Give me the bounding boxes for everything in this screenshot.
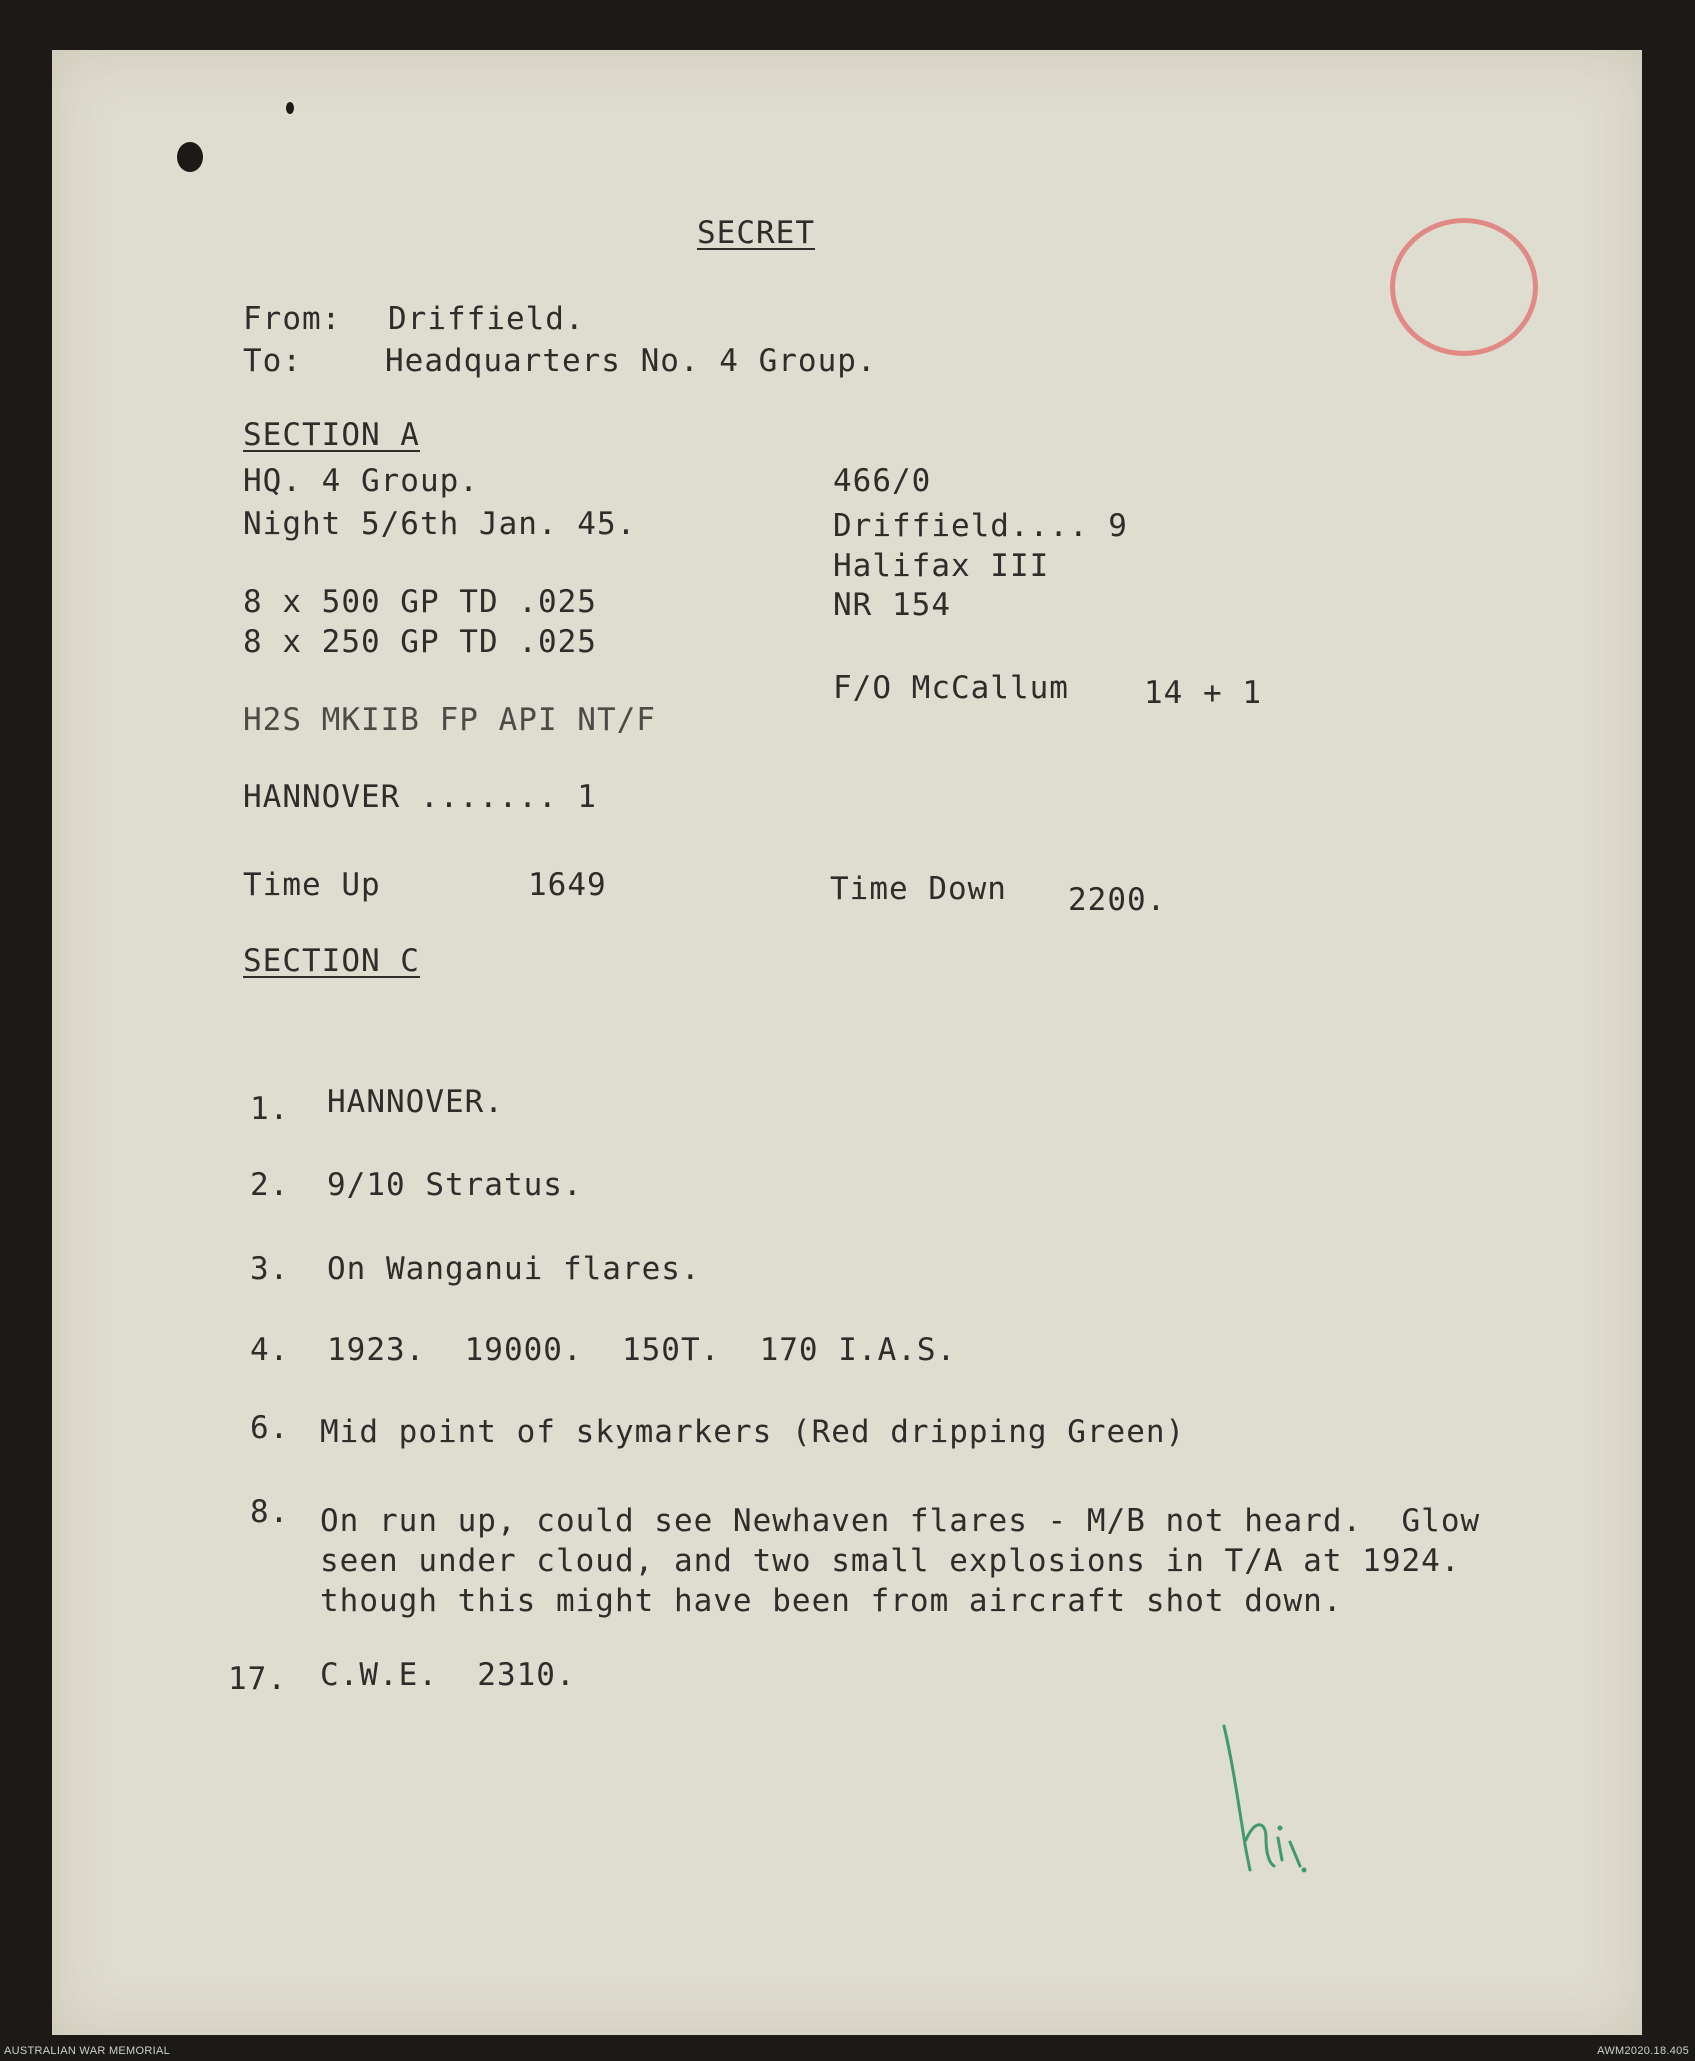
archive-footer-right: AWM2020.18.405	[1597, 2045, 1689, 2057]
from-value: Driffield.	[388, 301, 585, 337]
red-stamp-circle	[1390, 218, 1538, 356]
time-down-label: Time Down	[830, 871, 1007, 907]
punch-hole	[286, 102, 294, 114]
item-number: 8.	[250, 1494, 290, 1530]
bomb-load-2: 8 x 250 GP TD .025	[243, 624, 597, 660]
to-label: To:	[243, 343, 302, 379]
station-line: Driffield.... 9	[833, 508, 1128, 544]
item-text: HANNOVER.	[327, 1084, 504, 1120]
item-text: C.W.E. 2310.	[320, 1657, 576, 1693]
item-text: On run up, could see Newhaven flares - M/B not heard. Glow seen under cloud, and two small explosions in T/A at 1924. though this might have been from aircraft shot down.	[320, 1503, 1481, 1619]
section-c-heading: SECTION C	[243, 943, 420, 979]
handwritten-initials	[1210, 1720, 1320, 1884]
group-line: HQ. 4 Group.	[243, 463, 479, 499]
equipment-line: H2S MKIIB FP API NT/F	[243, 702, 656, 738]
night-line: Night 5/6th Jan. 45.	[243, 506, 637, 542]
item-text: Mid point of skymarkers (Red dripping Green)	[320, 1414, 1186, 1450]
from-label: From:	[243, 301, 342, 337]
target-line: HANNOVER ....... 1	[243, 779, 597, 815]
item-number: 6.	[250, 1410, 290, 1446]
squadron-code: 466/0	[833, 463, 932, 499]
archive-footer-left: AUSTRALIAN WAR MEMORIAL	[4, 2045, 171, 2057]
crew-count: 14 + 1	[1144, 675, 1262, 711]
time-up-label: Time Up	[243, 867, 381, 903]
section-a-heading: SECTION A	[243, 417, 420, 453]
punch-hole	[177, 142, 203, 172]
item-number: 17.	[228, 1661, 287, 1697]
classification-heading: SECRET	[697, 215, 815, 251]
aircraft-serial: NR 154	[833, 587, 951, 623]
time-up-value: 1649	[528, 867, 607, 903]
to-value: Headquarters No. 4 Group.	[385, 343, 877, 379]
item-number: 1.	[250, 1091, 290, 1127]
time-down-value: 2200.	[1068, 882, 1167, 918]
item-text: On Wanganui flares.	[327, 1251, 701, 1287]
item-number: 4.	[250, 1332, 290, 1368]
bomb-load-1: 8 x 500 GP TD .025	[243, 584, 597, 620]
item-text: 9/10 Stratus.	[327, 1167, 583, 1203]
item-number: 3.	[250, 1251, 290, 1287]
aircraft-type: Halifax III	[833, 548, 1050, 584]
item-text: 1923. 19000. 150T. 170 I.A.S.	[327, 1332, 957, 1368]
item-number: 2.	[250, 1167, 290, 1203]
pilot-name: F/O McCallum	[833, 670, 1069, 706]
